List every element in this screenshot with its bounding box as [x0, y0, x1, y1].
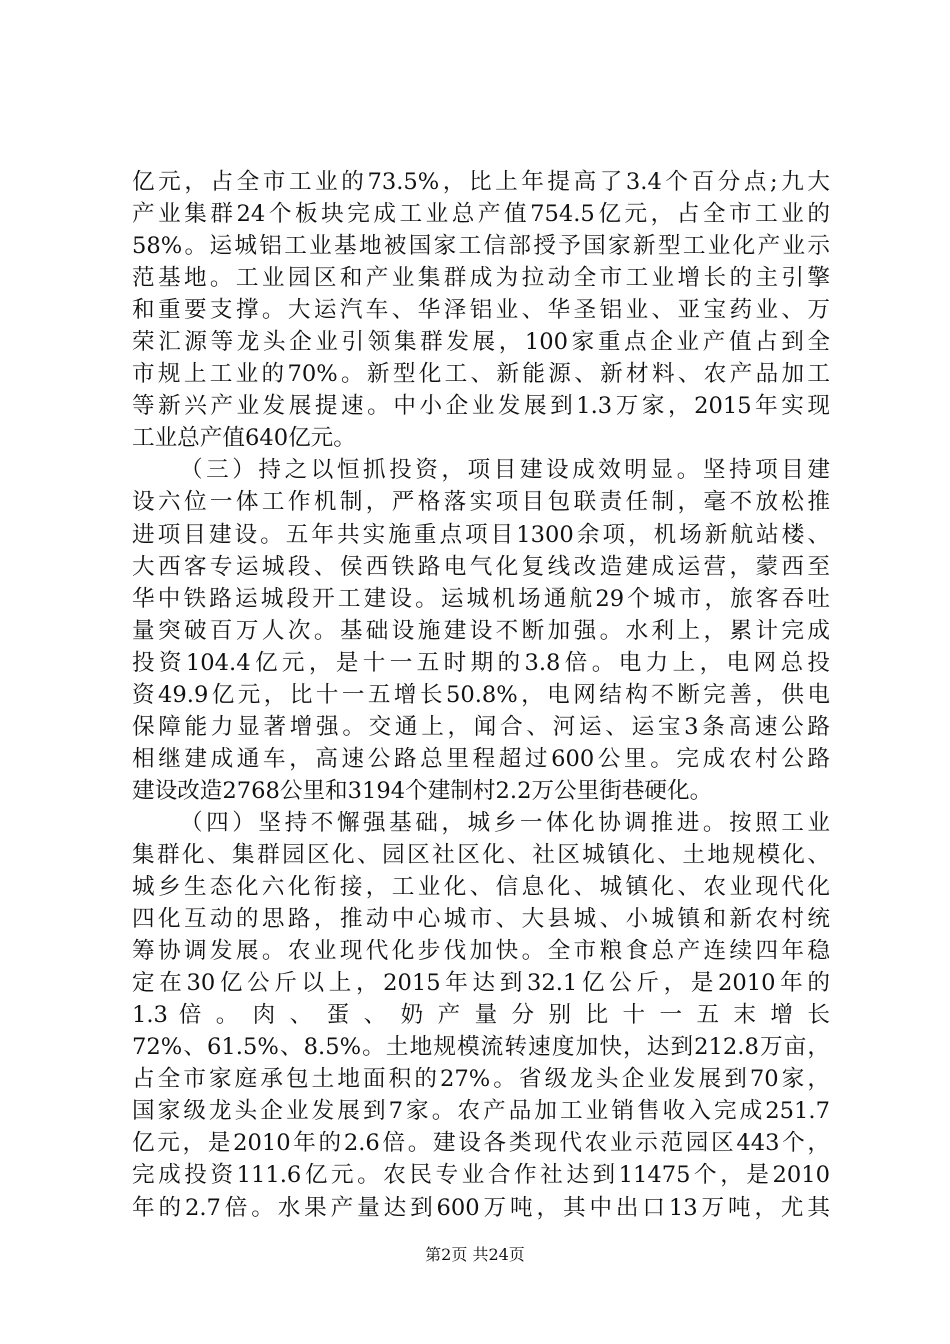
text-line: 集群化、集群园区化、园区社区化、社区城镇化、土地规模化、 — [132, 841, 830, 868]
text-line: 市规上工业的70%。新型化工、新能源、新材料、农产品加工 — [132, 361, 830, 388]
text-line: 城乡生态化六化衔接，工业化、信息化、城镇化、农业现代化 — [132, 874, 830, 901]
text-line: 设六位一体工作机制，严格落实项目包联责任制，毫不放松推 — [132, 489, 830, 516]
text-line: 大西客专运城段、侯西铁路电气化复线改造建成运营，蒙西至 — [132, 553, 830, 580]
text-line: 华中铁路运城段开工建设。运城机场通航29个城市，旅客吞吐 — [132, 585, 830, 612]
text-line: 72%、61.5%、8.5%。土地规模流转速度加快，达到212.8万亩， — [132, 1034, 830, 1061]
text-line: 范基地。工业园区和产业集群成为拉动全市工业增长的主引擎 — [132, 265, 830, 292]
text-line: 四化互动的思路，推动中心城市、大县城、小城镇和新农村统 — [132, 906, 830, 933]
text-line: 资49.9亿元，比十一五增长50.8%，电网结构不断完善，供电 — [132, 681, 830, 708]
text-line: 工业总产值640亿元。 — [132, 425, 356, 452]
page-footer: 第2页 共24页 — [425, 1245, 525, 1264]
text-line: 58%。运城铝工业基地被国家工信部授予国家新型工业化产业示 — [132, 233, 830, 260]
text-line: 投资104.4亿元，是十一五时期的3.8倍。电力上，电网总投 — [132, 649, 830, 676]
text-line: 亿元，是2010年的2.6倍。建设各类现代农业示范园区443个， — [132, 1130, 830, 1157]
document-body — [132, 166, 830, 1224]
text-line: 国家级龙头企业发展到7家。农产品加工业销售收入完成251.7 — [132, 1098, 830, 1125]
text-line: 等新兴产业发展提速。中小企业发展到1.3万家，2015年实现 — [132, 393, 830, 420]
text-line: 相继建成通车，高速公路总里程超过600公里。完成农村公路 — [132, 745, 830, 772]
text-line: 年的2.7倍。水果产量达到600万吨，其中出口13万吨，尤其 — [132, 1194, 830, 1221]
text-line: 保障能力显著增强。交通上，闻合、河运、运宝3条高速公路 — [132, 713, 830, 740]
text-line: 完成投资111.6亿元。农民专业合作社达到11475个，是2010 — [132, 1162, 830, 1189]
paragraph-first-line: （四）坚持不懈强基础，城乡一体化协调推进。按照工业 — [180, 809, 830, 836]
text-line: 1.3 倍 。 肉 、 蛋 、 奶 产 量 分 别 比 十 一 五 末 增 长 — [132, 1002, 830, 1029]
text-line: 定在30亿公斤以上，2015年达到32.1亿公斤，是2010年的 — [132, 970, 830, 997]
text-line: 进项目建设。五年共实施重点项目1300余项，机场新航站楼、 — [132, 521, 830, 548]
paragraph-first-line: （三）持之以恒抓投资，项目建设成效明显。坚持项目建 — [180, 457, 830, 484]
text-line: 和重要支撑。大运汽车、华泽铝业、华圣铝业、亚宝药业、万 — [132, 297, 830, 324]
text-line: 亿元，占全市工业的73.5%，比上年提高了3.4个百分点;九大 — [132, 169, 830, 195]
text-line: 荣汇源等龙头企业引领集群发展，100家重点企业产值占到全 — [132, 329, 830, 356]
text-line: 筹协调发展。农业现代化步伐加快。全市粮食总产连续四年稳 — [132, 938, 830, 965]
text-line: 建设改造2768公里和3194个建制村2.2万公里街巷硬化。 — [132, 777, 713, 804]
text-line: 占全市家庭承包土地面积的27%。省级龙头企业发展到70家， — [132, 1066, 830, 1093]
text-line: 量突破百万人次。基础设施建设不断加强。水利上，累计完成 — [132, 617, 830, 644]
text-line: 产业集群24个板块完成工业总产值754.5亿元，占全市工业的 — [132, 201, 830, 228]
